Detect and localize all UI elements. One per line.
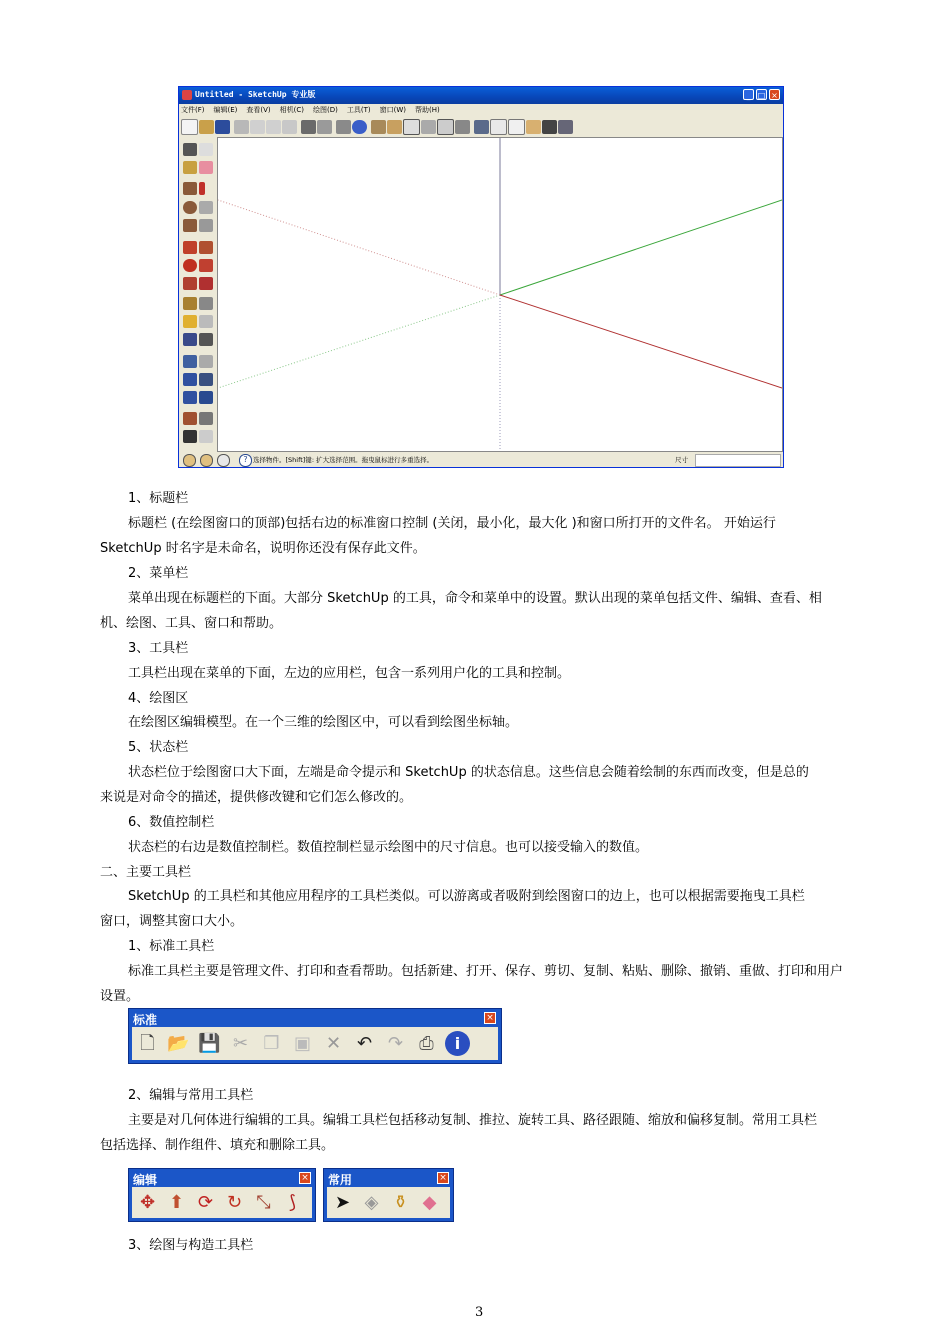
eraser-icon[interactable] bbox=[199, 161, 213, 174]
top-view-icon[interactable] bbox=[387, 120, 402, 134]
status-hint: 选择物件。[Shift]键: 扩大选择范围。拖曳鼠标进行多重选择。 bbox=[253, 456, 434, 464]
window-title: Untitled - SketchUp 专业版 bbox=[195, 90, 316, 99]
main-toolbar bbox=[181, 118, 781, 136]
scale-icon[interactable] bbox=[183, 277, 197, 290]
erase-icon[interactable] bbox=[282, 120, 297, 134]
zoom-extents-icon[interactable] bbox=[199, 391, 213, 404]
close-icon[interactable]: × bbox=[299, 1172, 311, 1184]
heading-edit-toolbar: 2、编辑与常用工具栏 bbox=[128, 1088, 254, 1103]
protractor-icon[interactable] bbox=[183, 315, 197, 328]
select-icon[interactable]: ➤ bbox=[334, 1191, 351, 1213]
close-icon[interactable]: × bbox=[484, 1012, 496, 1024]
scale-icon[interactable]: ⤡ bbox=[256, 1191, 271, 1213]
push-pull-icon[interactable] bbox=[199, 241, 213, 254]
axes-drawing bbox=[218, 138, 782, 451]
move-icon[interactable] bbox=[183, 241, 197, 254]
polygon-icon[interactable] bbox=[183, 219, 197, 232]
undo-icon[interactable]: ↶ bbox=[356, 1032, 373, 1054]
menu-help[interactable]: 帮助(H) bbox=[415, 106, 440, 114]
text-icon[interactable] bbox=[199, 315, 213, 328]
circle-icon[interactable] bbox=[183, 201, 197, 214]
freehand-icon[interactable] bbox=[199, 219, 213, 232]
new-icon[interactable] bbox=[181, 119, 198, 135]
orbit-icon[interactable] bbox=[183, 355, 197, 368]
heading-draw-toolbar: 3、绘图与构造工具栏 bbox=[128, 1238, 254, 1253]
paragraph-title-bar-2: SketchUp 时名字是未命名，说明你还没有保存此文件。 bbox=[100, 541, 426, 556]
rotate-icon[interactable]: ⟳ bbox=[197, 1191, 214, 1213]
follow-me-icon[interactable] bbox=[199, 259, 213, 272]
sketchup-window bbox=[178, 86, 784, 468]
offset-icon[interactable]: ⟆ bbox=[288, 1191, 297, 1213]
heading-drawing-area: 4、绘图区 bbox=[128, 691, 189, 706]
close-icon[interactable]: × bbox=[437, 1172, 449, 1184]
right-view-icon[interactable] bbox=[421, 120, 436, 134]
red-axis-positive bbox=[500, 295, 782, 388]
edit-panel-body bbox=[132, 1187, 312, 1218]
eraser-icon[interactable]: ◆ bbox=[422, 1191, 437, 1213]
geo-location-icon[interactable] bbox=[183, 454, 196, 467]
back-view-icon[interactable] bbox=[437, 119, 454, 135]
3d-text-icon[interactable] bbox=[199, 333, 213, 346]
follow-me-icon[interactable]: ↻ bbox=[226, 1191, 243, 1213]
xray-icon[interactable] bbox=[474, 120, 489, 134]
pencil-icon[interactable] bbox=[199, 182, 205, 195]
common-toolbar-panel bbox=[323, 1168, 454, 1222]
look-around-icon[interactable] bbox=[199, 412, 213, 425]
paragraph-menu-bar-1: 菜单出现在标题栏的下面。大部分 SketchUp 的工具，命令和菜单中的设置。默认出现的菜单包括文件、编辑、查看、相 bbox=[128, 591, 822, 606]
green-axis-negative bbox=[218, 295, 500, 388]
menu-tools[interactable]: 工具(T) bbox=[346, 106, 371, 114]
paragraph-status-bar-2: 来说是对命令的描述，提供修改键和它们怎么修改的。 bbox=[100, 790, 413, 805]
drawing-area[interactable] bbox=[217, 137, 783, 452]
standard-panel-title: 标准 bbox=[133, 1013, 158, 1027]
offset-icon[interactable] bbox=[199, 277, 213, 290]
zoom-icon[interactable] bbox=[183, 373, 197, 386]
paragraph-menu-bar-2: 机、绘图、工具、窗口和帮助。 bbox=[100, 616, 283, 631]
menu-camera[interactable]: 相机(C) bbox=[279, 106, 305, 114]
paragraph-drawing-area: 在绘图区编辑模型。在一个三维的绘图区中，可以看到绘图坐标轴。 bbox=[128, 715, 519, 730]
walk-icon[interactable] bbox=[183, 430, 197, 443]
menu-file[interactable]: 文件(F) bbox=[181, 106, 205, 114]
edit-toolbar-panel bbox=[128, 1168, 316, 1222]
save-icon[interactable]: 💾 bbox=[198, 1032, 221, 1054]
cut-icon[interactable] bbox=[234, 120, 249, 134]
user-icon[interactable] bbox=[217, 454, 230, 467]
position-camera-icon[interactable] bbox=[183, 412, 197, 425]
red-axis-negative bbox=[218, 200, 500, 295]
edit-panel-title: 编辑 bbox=[133, 1173, 158, 1187]
sketchup-app-icon bbox=[182, 90, 192, 100]
minimize-icon[interactable]: _ bbox=[743, 89, 754, 100]
menu-draw[interactable]: 绘图(D) bbox=[313, 106, 338, 114]
paragraph-standard-toolbar-2: 设置。 bbox=[100, 989, 140, 1004]
credits-icon[interactable] bbox=[200, 454, 213, 467]
standard-toolbar-panel bbox=[128, 1008, 502, 1064]
rectangle-icon[interactable] bbox=[183, 182, 197, 195]
make-component-icon[interactable]: ◈ bbox=[364, 1191, 379, 1213]
move-icon[interactable]: ✥ bbox=[139, 1191, 156, 1213]
shaded-texture-icon[interactable] bbox=[542, 120, 557, 134]
undo-icon[interactable] bbox=[301, 120, 316, 134]
paragraph-edit-toolbar-1: 主要是对几何体进行编辑的工具。编辑工具栏包括移动复制、推拉、旋转工具、路径跟随、缩放和偏移复制。常用工具栏 bbox=[128, 1113, 818, 1128]
redo-icon[interactable] bbox=[317, 120, 332, 134]
dimension-label: 尺寸 bbox=[675, 456, 688, 464]
iso-view-icon[interactable] bbox=[371, 120, 386, 134]
heading-standard-toolbar: 1、标准工具栏 bbox=[128, 939, 215, 954]
left-toolbar bbox=[179, 137, 217, 452]
print-icon[interactable] bbox=[336, 120, 351, 134]
heading-value-control: 6、数值控制栏 bbox=[128, 815, 215, 830]
maximize-icon[interactable]: □ bbox=[757, 91, 766, 100]
left-view-icon[interactable] bbox=[455, 120, 470, 134]
paint-bucket-icon[interactable] bbox=[183, 161, 197, 174]
new-icon[interactable]: 🗋 bbox=[140, 1032, 155, 1054]
zoom-window-icon[interactable] bbox=[199, 373, 213, 386]
print-icon[interactable]: ⎙ bbox=[419, 1032, 434, 1054]
cut-icon[interactable]: ✂ bbox=[232, 1032, 249, 1054]
shaded-icon[interactable] bbox=[526, 120, 541, 134]
paste-icon[interactable]: ▣ bbox=[293, 1032, 311, 1054]
pan-icon[interactable] bbox=[199, 355, 213, 368]
close-icon[interactable]: × bbox=[769, 89, 780, 100]
heading-title-bar: 1、标题栏 bbox=[128, 491, 189, 506]
title-bar bbox=[179, 87, 783, 104]
info-icon[interactable] bbox=[352, 120, 367, 134]
front-view-icon[interactable] bbox=[403, 119, 420, 135]
info-icon[interactable]: i bbox=[445, 1031, 470, 1056]
push-pull-icon[interactable]: ⬆ bbox=[168, 1191, 185, 1213]
page-number: 3 bbox=[475, 1305, 484, 1320]
copy-icon[interactable]: ❐ bbox=[263, 1032, 280, 1054]
paragraph-edit-toolbar-2: 包括选择、制作组件、填充和删除工具。 bbox=[100, 1138, 335, 1153]
redo-icon[interactable]: ↷ bbox=[387, 1032, 404, 1054]
paragraph-standard-toolbar-1: 标准工具栏主要是管理文件、打印和查看帮助。包括新建、打开、保存、剪切、复制、粘贴、删除、撤销、重做、打印和用户 bbox=[128, 964, 844, 979]
green-axis-positive bbox=[500, 200, 782, 295]
standard-panel-body bbox=[132, 1027, 498, 1060]
axes-icon[interactable] bbox=[183, 333, 197, 346]
dimension-icon[interactable] bbox=[199, 297, 213, 310]
tape-measure-icon[interactable] bbox=[183, 297, 197, 310]
menu-bar bbox=[181, 105, 449, 117]
common-panel-body bbox=[327, 1187, 450, 1218]
paragraph-toolbar: 工具栏出现在菜单的下面，左边的应用栏，包含一系列用户化的工具和控制。 bbox=[128, 666, 571, 681]
paragraph-main-toolbars-2: 窗口，调整其窗口大小。 bbox=[100, 914, 244, 929]
wireframe-icon[interactable] bbox=[490, 119, 507, 135]
previous-icon[interactable] bbox=[183, 391, 197, 404]
paragraph-title-bar-1: 标题栏 (在绘图窗口的顶部)包括右边的标准窗口控制 (关闭，最小化，最大化 )和窗口所打开的文件名。 开始运行 bbox=[128, 516, 776, 531]
status-bar bbox=[179, 452, 783, 468]
paint-bucket-icon[interactable]: ⚱ bbox=[392, 1191, 409, 1213]
heading-toolbar: 3、工具栏 bbox=[128, 641, 189, 656]
heading-menu-bar: 2、菜单栏 bbox=[128, 566, 189, 581]
open-icon[interactable] bbox=[199, 120, 214, 134]
heading-main-toolbars: 二、主要工具栏 bbox=[100, 865, 192, 880]
hidden-line-icon[interactable] bbox=[508, 119, 525, 135]
section-plane-icon[interactable] bbox=[199, 430, 213, 443]
value-control-box[interactable] bbox=[695, 454, 781, 467]
rotate-icon[interactable] bbox=[183, 259, 197, 272]
help-icon[interactable]: ? bbox=[239, 454, 252, 467]
paragraph-value-control: 状态栏的右边是数值控制栏。数值控制栏显示绘图中的尺寸信息。也可以接受输入的数值。 bbox=[128, 840, 649, 855]
heading-status-bar: 5、状态栏 bbox=[128, 740, 189, 755]
paragraph-main-toolbars-1: SketchUp 的工具栏和其他应用程序的工具栏类似。可以游离或者吸附到绘图窗口的边上，也可以根据需要拖曳工具栏 bbox=[128, 889, 805, 904]
arc-icon[interactable] bbox=[199, 201, 213, 214]
erase-icon[interactable]: ✕ bbox=[325, 1032, 342, 1054]
menu-view[interactable]: 查看(V) bbox=[246, 106, 271, 114]
copy-icon[interactable] bbox=[250, 120, 265, 134]
paragraph-status-bar-1: 状态栏位于绘图窗口大下面，左端是命令提示和 SketchUp 的状态信息。这些信息会随着绘制的东西而改变，但是总的 bbox=[128, 765, 809, 780]
make-component-icon[interactable] bbox=[199, 143, 213, 156]
open-icon[interactable]: 📂 bbox=[167, 1032, 190, 1054]
monochrome-icon[interactable] bbox=[558, 120, 573, 134]
menu-window[interactable]: 窗口(W) bbox=[379, 106, 407, 114]
save-icon[interactable] bbox=[215, 120, 230, 134]
select-icon[interactable] bbox=[183, 143, 197, 156]
menu-edit[interactable]: 编辑(E) bbox=[213, 106, 238, 114]
paste-icon[interactable] bbox=[266, 120, 281, 134]
common-panel-title: 常用 bbox=[328, 1173, 353, 1187]
